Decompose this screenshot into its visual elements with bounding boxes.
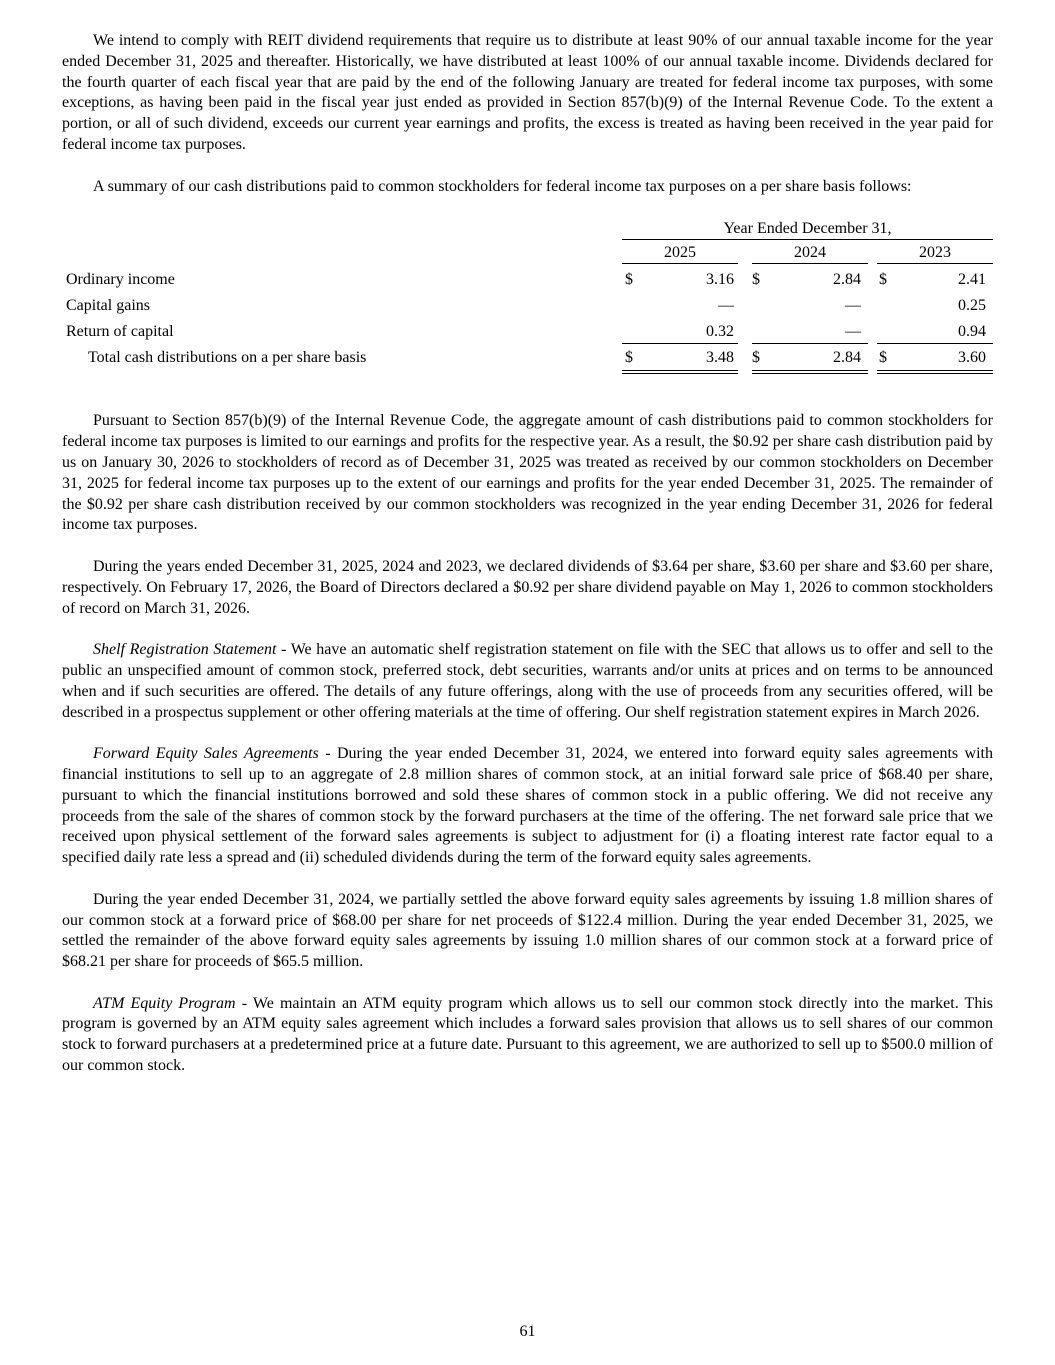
value-2025: 3.48 (706, 349, 734, 367)
text-forward-equity-sales: - During the year ended December 31, 2024, we entered into forward equity sales agreements with financial institutions to sell up to an aggregate of 2.8 million shares of common stock, at an initial forward sale price of $68.40 per share, pursuant to which the financial institutions borrowed and sold these shares of common stock in a public offering. We did not receive any proceeds from the sale of the shares of common stock by the forward purchasers at the time of the offering. The net forward sale price that we received upon physical settlement of the forward sales agreements is subject to adjustment for (i) a floating interest rate factor equal to a specified daily rate less a spread and (ii) scheduled dividends during the term of the forward equity sales agreements. (62, 745, 994, 867)
subtotal-rule-2025 (622, 343, 738, 344)
paragraph-forward-equity-sales (62, 744, 993, 869)
paragraph-distribution-summary-intro: A summary of our cash distributions paid to common stockholders for federal income tax purposes on a per share basis follows: (93, 177, 912, 195)
value-2025: — (718, 297, 734, 315)
total-double-rule-2024 (752, 370, 868, 374)
currency-symbol: $ (752, 271, 760, 289)
page-content (62, 31, 993, 1077)
paragraph-section-857-distribution: Pursuant to Section 857(b)(9) of the Internal Revenue Code, the aggregate amount of cash distributions paid to common stockholders for federal income tax purposes is limited to our earnings and profits for the respective year. As a result, the $0.92 per share cash distribution paid by us on January 30, 2026 to stockholders of record as of December 31, 2025 was treated as received by our common stockholders on December 31, 2025 for federal income tax purposes up to the extent of our earnings and profits for the year ended December 31, 2025. The remainder of the $0.92 per share cash distribution received by our common stockholders was recognized in the year ending December 31, 2026 for federal income tax purposes. (62, 412, 993, 534)
table-header-year-ended: Year Ended December 31, (622, 219, 993, 240)
row-label: Capital gains (66, 297, 150, 315)
paragraph-shelf-registration (62, 640, 993, 723)
paragraph-forward-settlement: During the year ended December 31, 2024, we partially settled the above forward equity sales agreements by issuing 1.8 million shares of our common stock at a forward price of $68.00 per share for net proceeds of $122.4 million. During the year ended December 31, 2025, we settled the remainder of the above forward equity sales agreements by issuing 1.0 million shares of our common stock at a forward price of $68.21 per share for proceeds of $65.5 million. (62, 890, 993, 971)
total-double-rule-2023 (877, 370, 993, 374)
page-number: 61 (519, 1323, 536, 1340)
text-atm-equity-program: - We maintain an ATM equity program which allows us to sell our common stock directly into the market. This program is governed by an ATM equity sales agreement which includes a forward sales provision that allows us to sell shares of our common stock to forward purchasers at a predetermined price at a future date. Pursuant to this agreement, we are authorized to sell up to $500.0 million of our common stock. (62, 994, 993, 1075)
value-2024: — (845, 297, 861, 315)
table-col-2023: 2023 (877, 243, 993, 264)
value-2023: 2.41 (958, 271, 986, 289)
table-col-2024: 2024 (752, 243, 868, 264)
value-2024: 2.84 (833, 349, 861, 367)
paragraph-atm-equity-program (62, 994, 993, 1077)
value-2024: 2.84 (833, 271, 861, 289)
paragraph-declared-dividends: During the years ended December 31, 2025, 2024 and 2023, we declared dividends of $3.64 per share, $3.60 per share and $3.60 per share, respectively. On February 17, 2026, the Board of Directors declared a $0.92 per share dividend payable on May 1, 2026 to common stockholders of record on March 31, 2026. (62, 557, 993, 617)
table-row-ordinary-income (62, 269, 993, 291)
text-shelf-registration: - We have an automatic shelf registration statement on file with the SEC that allows us to offer and sell to the public an unspecified amount of common stock, preferred stock, debt securities, warrants and/or units at prices and on terms to be announced when and if such securities are offered. The details of any future offerings, along with the use of proceeds from any securities offered, will be described in a prospectus supplement or other offering materials at the time of offering. Our shelf registration statement expires in March 2026. (62, 641, 993, 721)
table-row-capital-gains (62, 295, 993, 317)
currency-symbol: $ (625, 271, 633, 289)
table-row-return-of-capital (62, 321, 993, 343)
table-col-2025: 2025 (622, 243, 738, 264)
currency-symbol: $ (752, 349, 760, 367)
value-2024: — (845, 323, 861, 341)
paragraph-reit-dividend-requirements: We intend to comply with REIT dividend requirements that require us to distribute at least 90% of our annual taxable income for the year ended December 31, 2025 and thereafter. Historically, we have distributed at least 100% of our annual taxable income. Dividends declared for the fourth quarter of each fiscal year that are paid by the end of the following January are treated for federal income tax purposes, with some exceptions, as having been paid in the fiscal year just ended as provided in Section 857(b)(9) of the Internal Revenue Code. To the extent a portion, or all of such dividend, exceeds our current year earnings and profits, the excess is treated as having been received in the year paid for federal income tax purposes. (62, 32, 993, 153)
value-2023: 0.25 (958, 297, 986, 315)
total-double-rule-2025 (622, 370, 738, 374)
subtotal-rule-2023 (877, 343, 993, 344)
currency-symbol: $ (625, 349, 633, 367)
heading-forward-equity-sales: Forward Equity Sales Agreements (93, 745, 319, 763)
row-label: Ordinary income (66, 271, 175, 289)
value-2025: 0.32 (706, 323, 734, 341)
heading-atm-equity-program: ATM Equity Program (93, 994, 236, 1012)
value-2023: 0.94 (958, 323, 986, 341)
value-2025: 3.16 (706, 271, 734, 289)
heading-shelf-registration: Shelf Registration Statement (93, 641, 277, 659)
currency-symbol: $ (879, 271, 887, 289)
currency-symbol: $ (879, 349, 887, 367)
distributions-table (62, 219, 993, 389)
value-2023: 3.60 (958, 349, 986, 367)
row-label: Return of capital (66, 323, 174, 341)
subtotal-rule-2024 (752, 343, 868, 344)
table-row-total (62, 347, 993, 369)
row-label: Total cash distributions on a per share basis (88, 349, 367, 367)
